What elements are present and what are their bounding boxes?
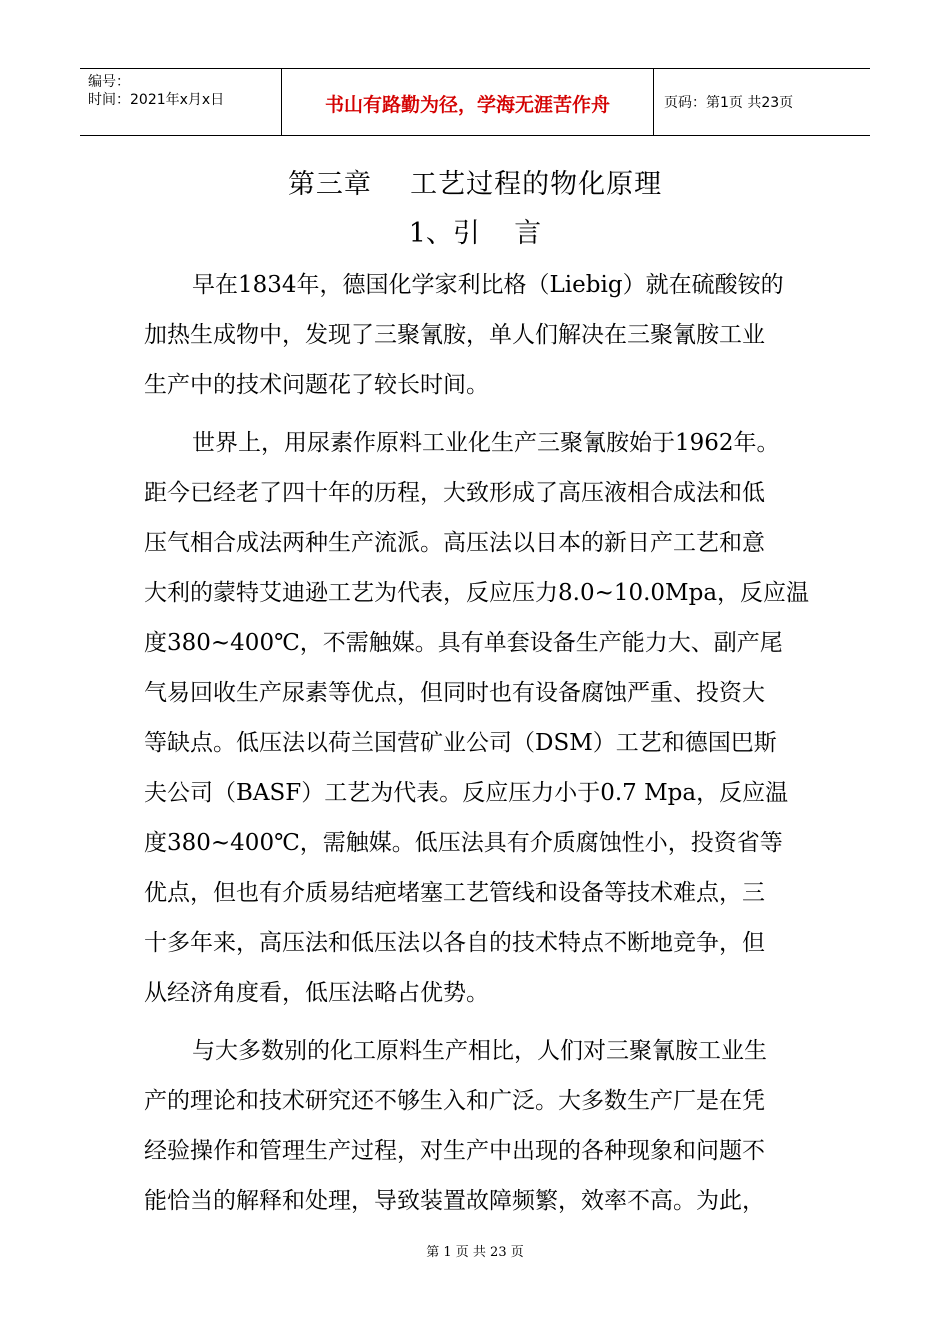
text-line: 产的理论和技术研究还不够生入和广泛。大多数生产厂是在凭: [144, 1088, 765, 1114]
text-line: 经验操作和管理生产过程，对生产中出现的各种现象和问题不: [144, 1138, 765, 1164]
document-time: 时间：2021年x月x日: [88, 92, 225, 108]
page-footer: 第 1 页 共 23 页: [426, 1245, 524, 1260]
chapter-title: 第三章 工艺过程的物化原理: [287, 169, 663, 200]
text-line: 等缺点。低压法以荷兰国营矿业公司（DSM）工艺和德国巴斯: [144, 730, 777, 756]
text-line: 大利的蒙特艾迪逊工艺为代表，反应压力8.0~10.0Mpa，反应温: [144, 580, 810, 606]
text-line: 度380~400℃，需触媒。低压法具有介质腐蚀性小，投资省等: [144, 830, 783, 856]
text-line: 生产中的技术问题花了较长时间。: [144, 372, 489, 398]
text-line: 压气相合成法两种生产流派。高压法以日本的新日产工艺和意: [144, 530, 765, 556]
text-line: 从经济角度看，低压法略占优势。: [144, 980, 489, 1006]
paragraph: [144, 1030, 806, 1230]
paragraph: [144, 264, 806, 414]
section-title: 1、引 言: [408, 218, 542, 249]
text-line: 距今已经老了四十年的历程，大致形成了高压液相合成法和低: [144, 480, 765, 506]
header-motto: 书山有路勤为径，学海无涯苦作舟: [282, 69, 654, 135]
text-line: 十多年来，高压法和低压法以各自的技术特点不断地竞争，但: [144, 930, 765, 956]
text-line: 早在1834年，德国化学家利比格（Liebig）就在硫酸铵的: [192, 272, 784, 298]
text-line: 能恰当的解释和处理，导致装置故障频繁，效率不高。为此，: [144, 1188, 765, 1214]
text-line: 优点，但也有介质易结疤堵塞工艺管线和设备等技术难点，三: [144, 880, 765, 906]
text-line: 加热生成物中，发现了三聚氰胺，单人们解决在三聚氰胺工业: [144, 322, 765, 348]
body-text: [144, 264, 810, 1230]
paragraph: [144, 422, 810, 1022]
text-line: 与大多数别的化工原料生产相比，人们对三聚氰胺工业生: [192, 1038, 767, 1064]
text-line: 夫公司（BASF）工艺为代表。反应压力小于0.7 Mpa，反应温: [144, 780, 789, 806]
text-line: 气易回收生产尿素等优点，但同时也有设备腐蚀严重、投资大: [144, 680, 765, 706]
text-line: 世界上，用尿素作原料工业化生产三聚氰胺始于1962年。: [192, 430, 780, 456]
header-page-info: 页码：第1页 共23页: [664, 95, 794, 111]
text-line: 度380~400℃，不需触媒。具有单套设备生产能力大、副产尾: [144, 630, 783, 656]
page-header: [80, 68, 870, 136]
document-number: 编号：: [88, 74, 130, 90]
header-meta: [80, 69, 282, 135]
